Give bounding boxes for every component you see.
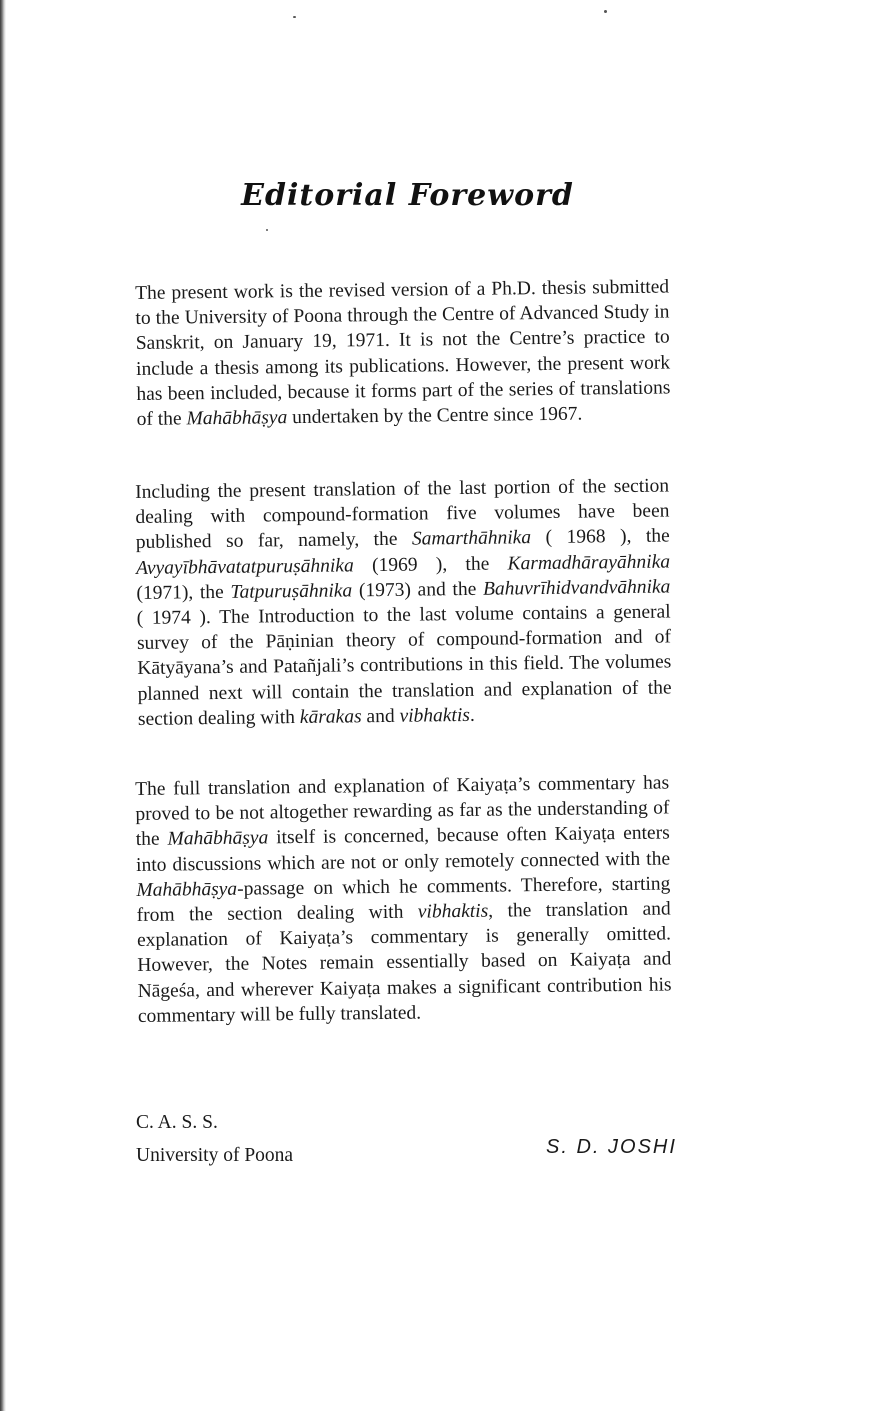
paragraph-2-text: Including the present translation of the last portion of the section dealing with compound-formation five volumes have been published so far, namely, the xyxy=(135,475,670,554)
volume-title-avyayibhava: Avyayībhāvatatpuruṣāhnika xyxy=(135,554,354,579)
volume-title-tatpurusa: Tatpuruṣāhnika xyxy=(230,580,353,603)
paragraph-2-text: (1971), the xyxy=(136,581,231,604)
paragraph-1-text: The present work is the revised version of a Ph.D. thesis submitted to the University of Poona through the Centre of Advanced Study in Sanskrit, on January 19, 1971. It is not the Centre’s practice to include a thesis among its publications. However, the present work has been included, because it forms part of the series of translations of the xyxy=(135,276,671,431)
paragraph-3-text: , the translation and explanation of Kaiyaṭa’s commentary is generally omitted. However, the Notes remain essentially based on Kaiyaṭa and Nāgeśa, and wherever Kaiyaṭa makes a significant contribution his commentary will be fully translated. xyxy=(136,898,672,1027)
paragraph-3-text: -passage on which he comments. Therefore, starting from the section dealing with xyxy=(136,873,671,927)
paragraph-2-text: and xyxy=(361,705,400,728)
paragraph-3-text: itself is concerned, because often Kaiyaṭa enters into discussions which are not or only remotely connected with the xyxy=(135,822,671,876)
scan-speck xyxy=(604,10,607,13)
paragraph-3 xyxy=(135,770,672,1029)
institution-abbreviation: C. A. S. S. xyxy=(136,1112,218,1133)
paragraph-3-text: The full translation and explanation of Kaiyaṭa’s commentary has proved to be not altogether rewarding as far as the understanding of the xyxy=(135,772,670,851)
term-karakas: kārakas xyxy=(299,706,362,728)
work-title-mahabhasya: Mahābhāṣya xyxy=(136,878,238,901)
university-name: University of Poona xyxy=(136,1145,294,1166)
term-vibhaktis: vibhaktis xyxy=(417,900,489,923)
work-title-mahabhasya: Mahābhāṣya xyxy=(186,407,288,430)
term-vibhaktis: vibhaktis xyxy=(399,704,471,727)
paragraph-2 xyxy=(135,473,672,732)
paragraph-2-text: . xyxy=(469,704,475,726)
paragraph-2-text: (1973) and the xyxy=(352,578,484,602)
volume-title-bahuvrihi: Bahuvrīhidvandvāhnika xyxy=(482,576,671,600)
author-signature: S. D. JOSHI xyxy=(546,1136,677,1158)
paragraph-2-text: (1969 ), the xyxy=(353,553,508,576)
page-title: Editorial Foreword xyxy=(241,178,574,213)
paragraph-2-text: ( 1974 ). The Introduction to the last volume contains a general survey of the Pāṇinian theory of compound-formation and of Kātyāyana’s and Patañjali’s contributions in this field. The volumes planned next will contain the translation and explanation of the section dealing with xyxy=(136,601,672,730)
volume-title-samarthahnika: Samarthāhnika xyxy=(411,527,532,551)
volume-title-karmadharaya: Karmadhārayāhnika xyxy=(507,551,671,575)
work-title-mahabhasya: Mahābhāṣya xyxy=(167,827,269,851)
paragraph-2-text: ( 1968 ), the xyxy=(530,525,670,549)
scan-speck xyxy=(266,229,268,231)
signature-block xyxy=(136,1106,293,1172)
paragraph-1 xyxy=(135,274,671,432)
scan-speck xyxy=(293,16,296,18)
paragraph-1-text: undertaken by the Centre since 1967. xyxy=(287,403,583,429)
